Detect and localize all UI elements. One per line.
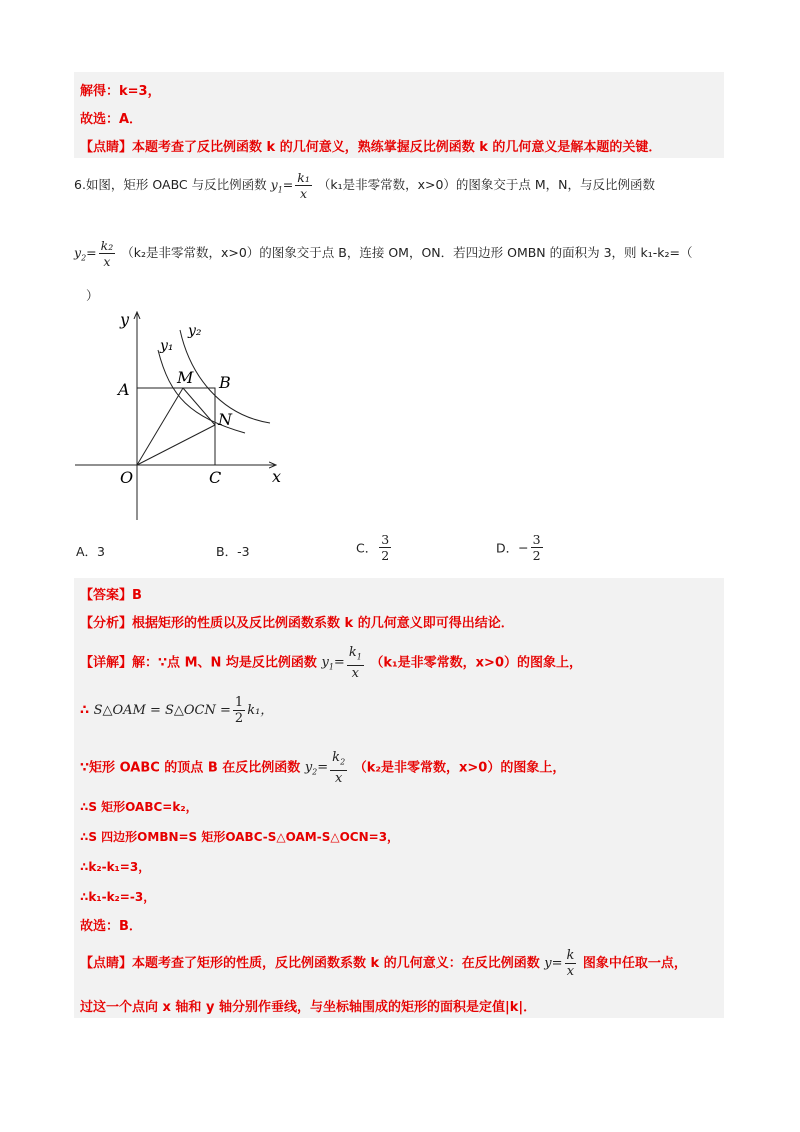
review-line-1: 【点睛】本题考查了矩形的性质，反比例函数系数 k 的几何意义：在反比例函数 y= $\frac{k}{x}$ 图象中任取一点， <box>80 948 687 979</box>
label-b: B <box>219 373 231 392</box>
question-line-2 <box>74 238 693 269</box>
question-text-1b: （k₁是非零常数，x>0）的图象交于点 M，N，与反比例函数 <box>317 177 656 192</box>
review-line-2: 过这一个点向 x 轴和 y 轴分别作垂线，与坐标轴围成的矩形的面积是定值|k|． <box>80 1000 537 1015</box>
question-text-2: （k₂是非零常数，x>0）的图象交于点 B，连接 OM，ON．若四边形 OMBN 的面积为 3，则 k₁-k₂=（ <box>121 245 693 260</box>
option-b[interactable]: B．-3 <box>216 544 250 559</box>
step4-line: ∴S 四边形OMBN=S 矩形OABC-S△OAM-S△OCN=3， <box>80 830 400 844</box>
fraction-k2-over-x: $\frac{\text{k₂}}{x}$ <box>100 238 114 269</box>
answer-line: 【答案】B <box>80 588 142 603</box>
label-x: x <box>272 467 282 486</box>
label-n: N <box>218 410 232 429</box>
label-y2: y₂ <box>188 323 202 339</box>
label-m: M <box>177 368 194 387</box>
option-d[interactable]: D．− $\frac{3}{2}$ <box>496 532 541 563</box>
formula-y2: $y_2=$ <box>74 245 97 263</box>
label-y: y <box>120 310 130 329</box>
detail-line: 【详解】解：∵点 M、N 均是反比例函数 $y_1=$ $\frac{k_1}{x}$ （k₁是非零常数，x>0）的图象上， <box>80 645 582 681</box>
review-line: 【点睛】本题考查了反比例函数 k 的几何意义，熟练掌握反比例函数 k 的几何意义是解本题的关键． <box>80 140 662 155</box>
formula-y1: $y_1=$ <box>270 177 294 195</box>
step7-line: 故选：B． <box>80 919 142 934</box>
step3-line: ∴S 矩形OABC=k₂， <box>80 800 198 814</box>
label-a: A <box>118 380 130 399</box>
question-text-1a: 6.如图，矩形 OABC 与反比例函数 <box>74 177 267 192</box>
label-o: O <box>120 468 134 487</box>
step5-line: ∴k₂-k₁=3， <box>80 860 151 874</box>
fraction-k1-over-x: $\frac{\text{k₁}}{x}$ <box>297 170 310 201</box>
label-c: C <box>209 468 222 487</box>
step1-line: ∴ S△OAM = S△OCN = $\frac{1}{2}$ k₁， <box>80 695 274 726</box>
option-a[interactable]: A．3 <box>76 544 106 559</box>
question-line-1 <box>74 170 655 201</box>
step2-line: ∵矩形 OABC 的顶点 B 在反比例函数 $y_2=$ $\frac{k_2}{x}$ （k₂是非零常数，x>0）的图象上， <box>80 750 566 786</box>
label-y1: y₁ <box>160 338 174 354</box>
analysis-line: 【分析】根据矩形的性质以及反比例函数系数 k 的几何意义即可得出结论． <box>80 616 514 631</box>
choice-line: 故选：A． <box>80 112 143 127</box>
option-c[interactable]: C． $\frac{3}{2}$ <box>356 532 390 563</box>
geometry-figure <box>70 305 310 525</box>
step6-line: ∴k₁-k₂=-3， <box>80 890 156 904</box>
solve-line: 解得：k=3， <box>80 84 161 99</box>
question-line-3: ） <box>86 288 99 303</box>
